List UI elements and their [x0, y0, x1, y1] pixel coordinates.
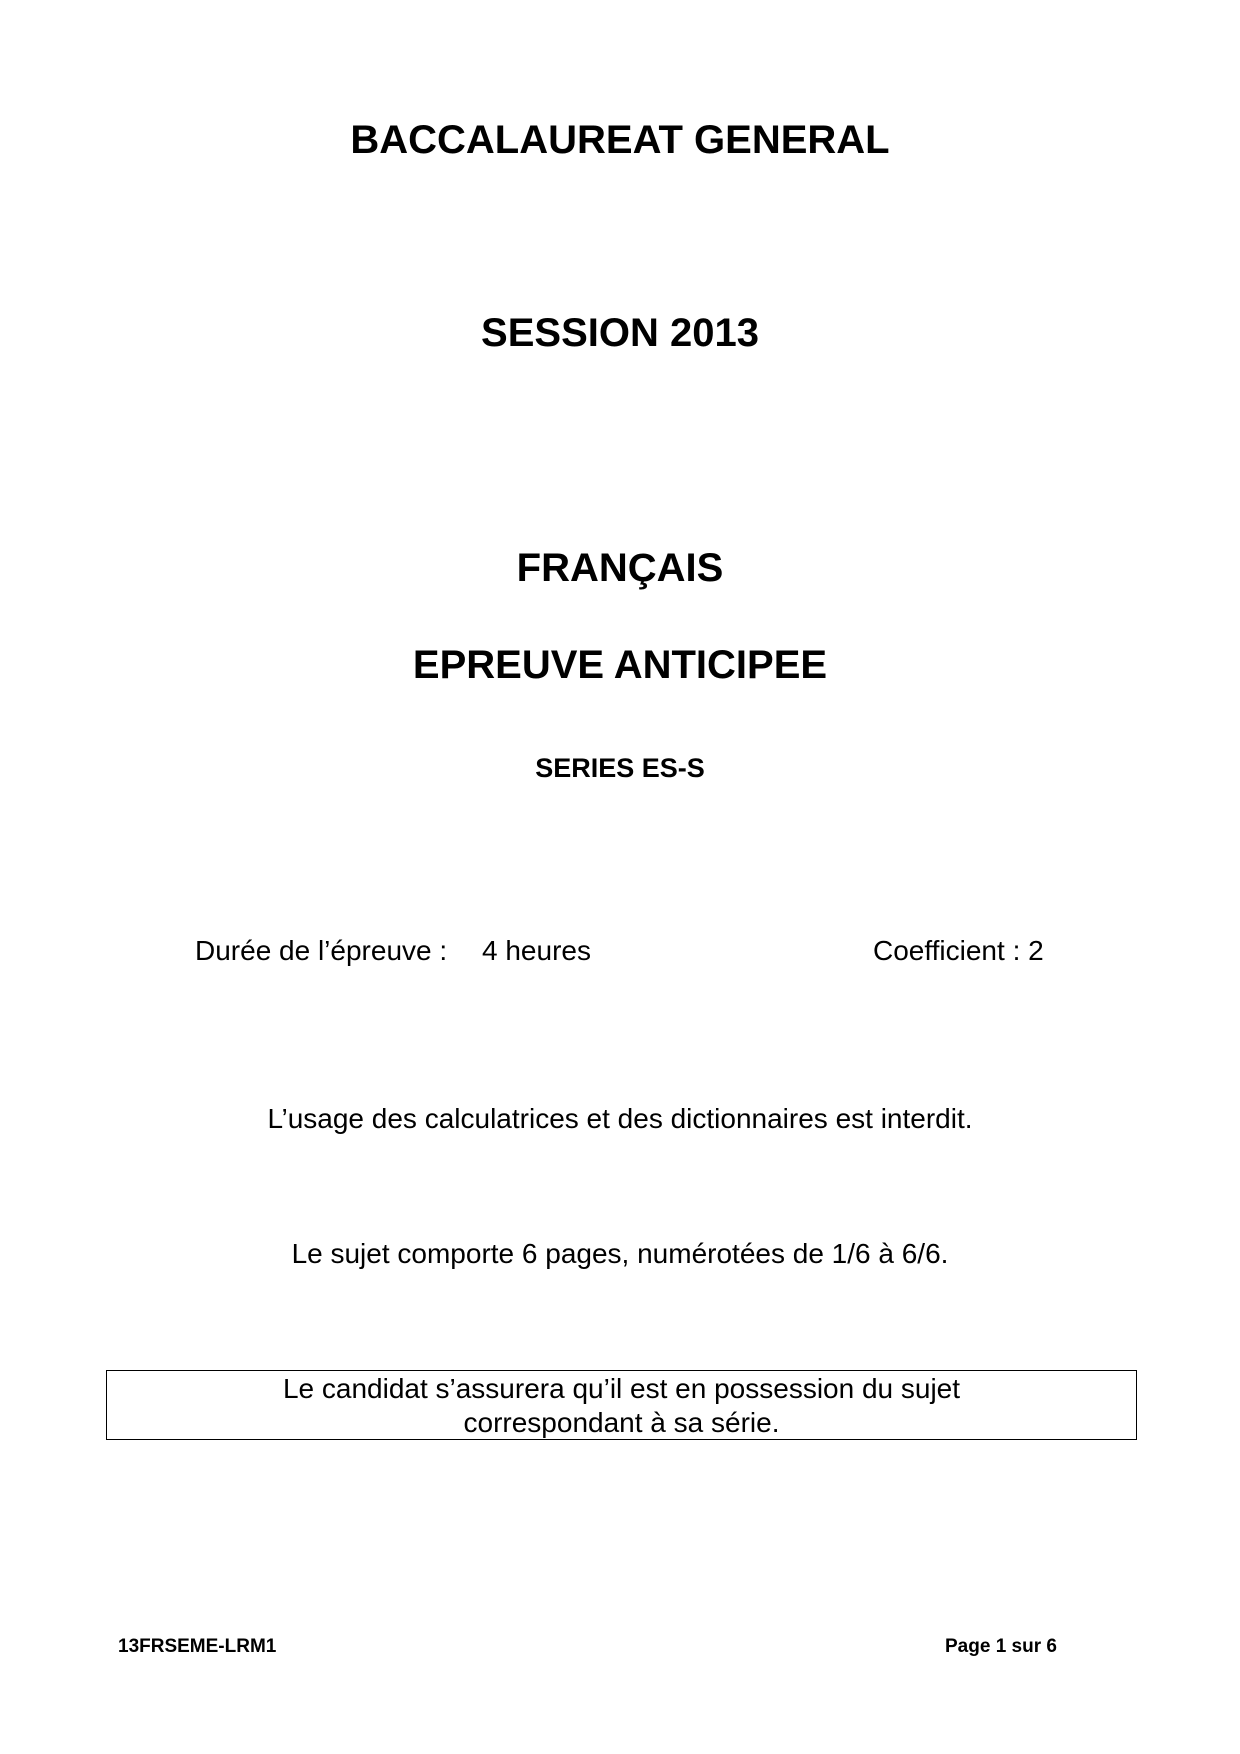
- subject-heading: FRANÇAIS: [516, 546, 724, 590]
- notice-box: [106, 1370, 1137, 1440]
- session-heading: SESSION 2013: [481, 311, 759, 355]
- coefficient-text: Coefficient : 2: [873, 935, 1044, 966]
- notice-line-2: correspondant à sa série.: [463, 1407, 780, 1438]
- footer-page-number: Page 1 sur 6: [945, 1636, 1057, 1657]
- series-heading: SERIES ES-S: [535, 753, 705, 783]
- rules-text: L’usage des calculatrices et des dictionnaires est interdit.: [267, 1103, 973, 1134]
- duration-label: Durée de l’épreuve :: [195, 935, 448, 966]
- exam-type-heading: EPREUVE ANTICIPEE: [412, 643, 828, 687]
- page-count-text: Le sujet comporte 6 pages, numérotées de 1/6 à 6/6.: [291, 1238, 949, 1269]
- footer-code: 13FRSEME-LRM1: [118, 1636, 277, 1657]
- duration-value: 4 heures: [482, 935, 591, 966]
- document-title: BACCALAUREAT GENERAL: [350, 118, 890, 162]
- notice-line-1: Le candidat s’assurera qu’il est en possession du sujet: [282, 1373, 961, 1404]
